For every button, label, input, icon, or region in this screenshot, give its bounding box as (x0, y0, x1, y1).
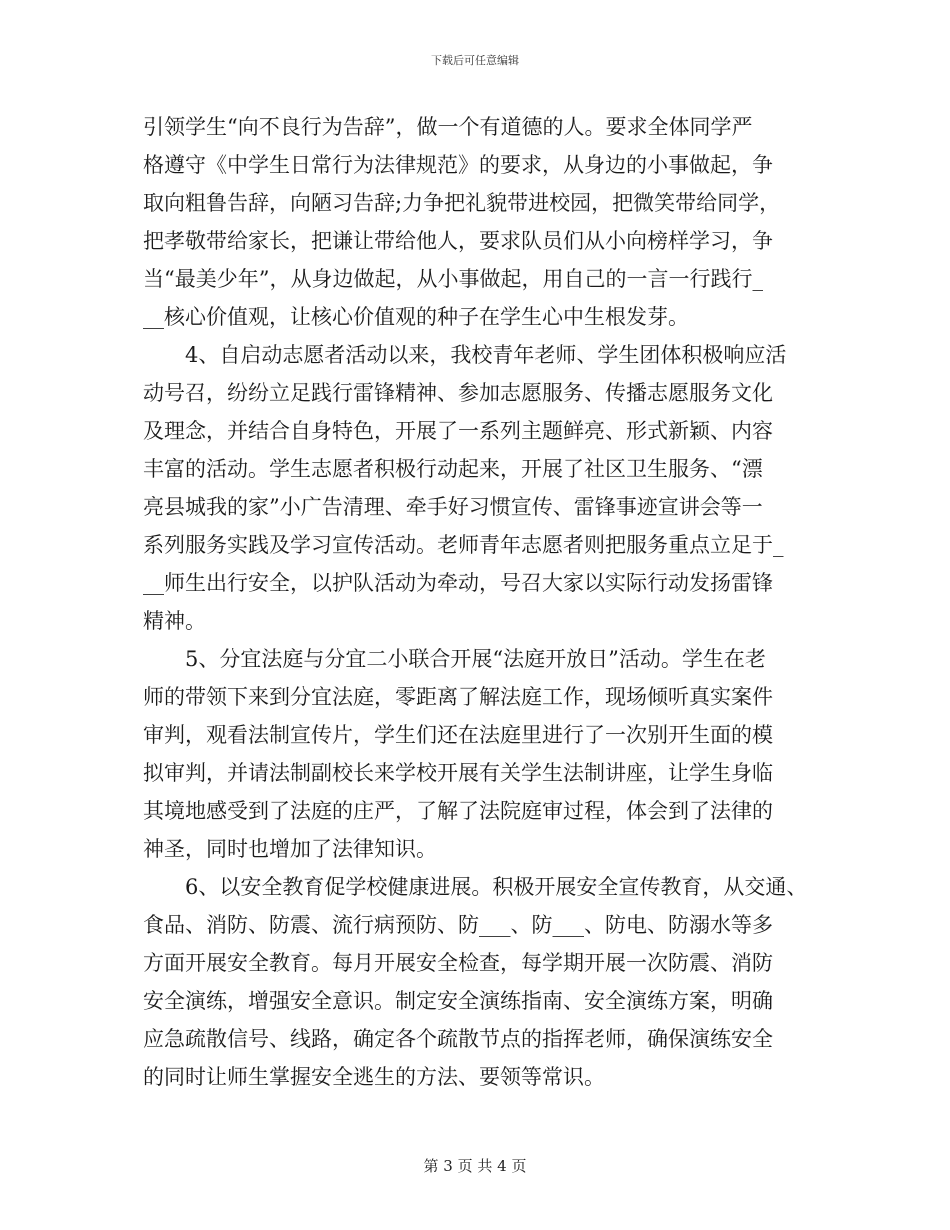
body-line: 亮县城我的家”小广告清理、牵手好习惯宣传、雷锋事迹宣讲会等一 (143, 495, 763, 519)
body-line: 的同时让师生掌握安全逃生的方法、要领等常识。 (143, 1065, 605, 1089)
body-line: 应急疏散信号、线路，确定各个疏散节点的指挥老师，确保演练安全 (143, 1027, 773, 1051)
paragraph-5-first-line: 5、分宜法庭与分宜二小联合开展“法庭开放日”活动。学生在老 (185, 647, 766, 671)
body-line: __核心价值观，让核心价值观的种子在学生心中生根发芽。 (143, 305, 689, 329)
body-line: 安全演练，增强安全意识。制定安全演练指南、安全演练方案，明确 (143, 989, 773, 1013)
body-line: 动号召，纷纷立足践行雷锋精神、参加志愿服务、传播志愿服务文化 (143, 381, 773, 405)
page-header: 下载后可任意编辑 (431, 54, 519, 67)
body-line: 拟审判，并请法制副校长来学校开展有关学生法制讲座，让学生身临 (143, 761, 773, 785)
body-line: 方面开展安全教育。每月开展安全检查，每学期开展一次防震、消防 (143, 951, 773, 975)
body-line: 审判，观看法制宣传片，学生们还在法庭里进行了一次别开生面的模 (143, 723, 773, 747)
paragraph-6-first-line: 6、以安全教育促学校健康进展。积极开展安全宣传教育，从交通、 (185, 875, 808, 899)
body-line: __师生出行安全，以护队活动为牵动，号召大家以实际行动发扬雷锋 (143, 571, 773, 595)
body-line: 食品、消防、防震、流行病预防、防___、防___、防电、防溺水等多 (143, 913, 773, 937)
body-line: 精神。 (143, 609, 206, 633)
body-line: 格遵守《中学生日常行为法律规范》的要求，从身边的小事做起，争 (143, 153, 773, 177)
body-line: 神圣，同时也增加了法律知识。 (143, 837, 437, 861)
body-line: 丰富的活动。学生志愿者积极行动起来，开展了社区卫生服务、“漂 (143, 457, 763, 481)
body-line: 取向粗鲁告辞，向陋习告辞;力争把礼貌带进校园，把微笑带给同学， (143, 191, 781, 215)
body-line: 当“最美少年”，从身边做起，从小事做起，用自己的一言一行践行_ (143, 267, 763, 291)
body-line: 引领学生“向不良行为告辞”，做一个有道德的人。要求全体同学严 (143, 115, 753, 139)
body-line: 师的带领下来到分宜法庭，零距离了解法庭工作，现场倾听真实案件 (143, 685, 773, 709)
body-line: 及理念，并结合自身特色，开展了一系列主题鲜亮、形式新颖、内容 (143, 419, 773, 443)
body-line: 系列服务实践及学习宣传活动。老师青年志愿者则把服务重点立足于_ (143, 533, 784, 557)
body-line: 把孝敬带给家长，把谦让带给他人，要求队员们从小向榜样学习，争 (143, 229, 773, 253)
body-line: 其境地感受到了法庭的庄严，了解了法院庭审过程，体会到了法律的 (143, 799, 773, 823)
page-number-footer: 第 3 页 共 4 页 (423, 1157, 527, 1175)
paragraph-4-first-line: 4、自启动志愿者活动以来，我校青年老师、学生团体积极响应活 (185, 343, 787, 367)
